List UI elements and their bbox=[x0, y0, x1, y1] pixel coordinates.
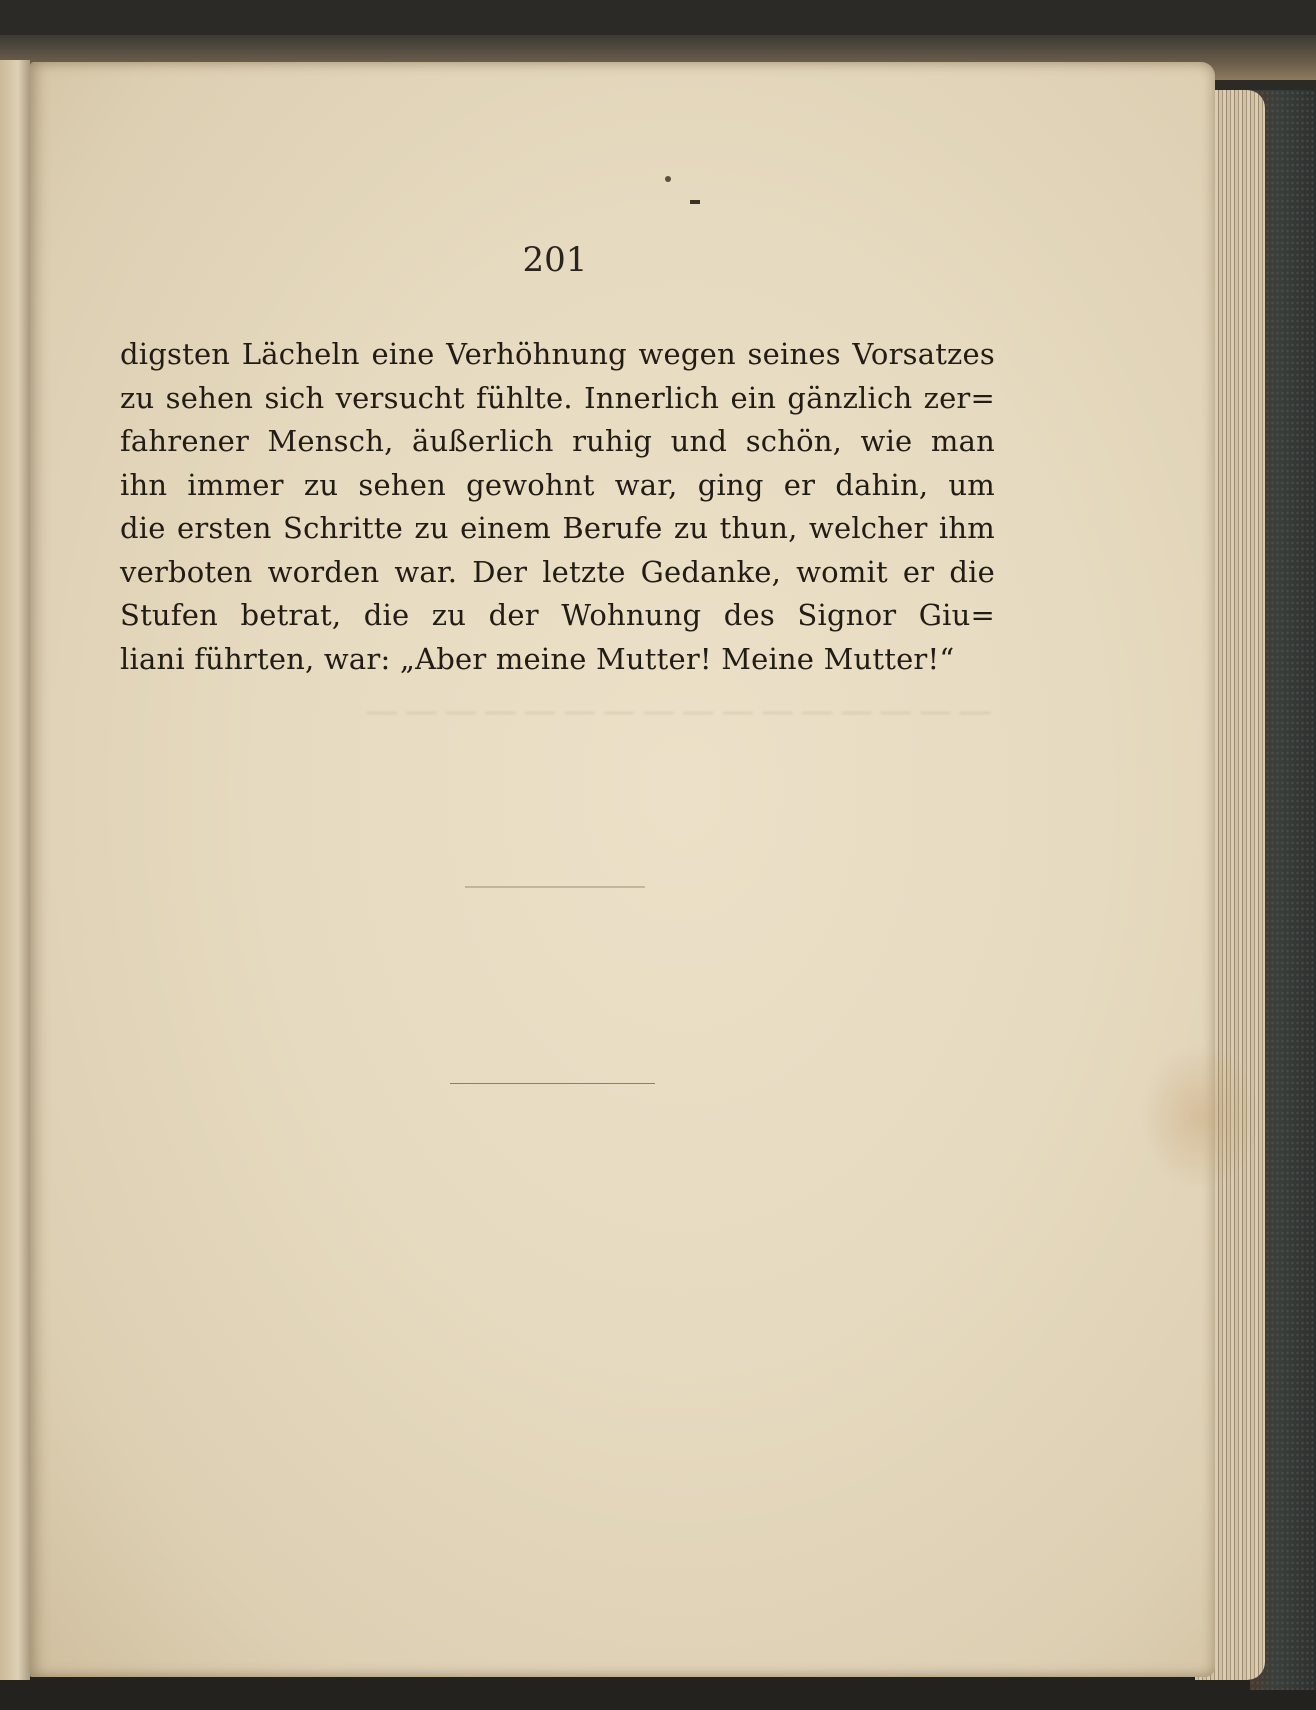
page-number: 201 bbox=[522, 240, 588, 280]
text-line: verboten worden war. Der letzte Gedanke, womit er die bbox=[120, 554, 995, 589]
text-line: die ersten Schritte zu einem Berufe zu thun, welcher ihm bbox=[120, 511, 995, 545]
text-line-last: liani führten, war: „Aber meine Mutter! Meine Mutter!“ bbox=[120, 641, 955, 676]
text-line: fahrener Mensch, äußerlich ruhig und schön, wie man bbox=[120, 424, 995, 458]
ink-mark bbox=[690, 200, 700, 204]
book-page bbox=[30, 62, 1215, 1677]
faint-rule bbox=[465, 886, 645, 888]
show-through-text: ― ― ― ― ― ― ― ― ― ― ― ― ― ― ― ― bbox=[366, 694, 990, 729]
text-line: zu sehen sich versucht fühlte. Innerlich ein gänzlich zer= bbox=[120, 380, 995, 415]
text-line: Stufen betrat, die zu der Wohnung des Signor Giu= bbox=[120, 598, 995, 632]
ink-speck bbox=[665, 176, 671, 182]
facing-page-edge bbox=[0, 60, 30, 1680]
body-paragraph bbox=[120, 333, 995, 681]
paper-stain bbox=[1140, 1042, 1260, 1192]
end-rule bbox=[450, 1083, 655, 1084]
text-line: digsten Lächeln eine Verhöhnung wegen seines Vorsatzes bbox=[120, 337, 995, 371]
text-line: ihn immer zu sehen gewohnt war, ging er dahin, um bbox=[120, 467, 995, 502]
